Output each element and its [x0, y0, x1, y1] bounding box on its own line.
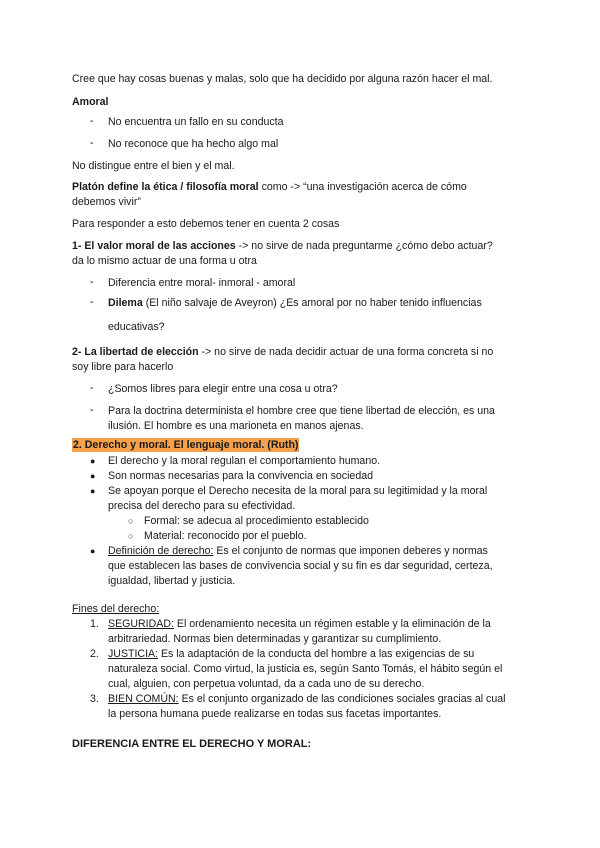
fines-item-1 — [108, 617, 491, 631]
dash-marker: - — [90, 137, 94, 149]
valor-bold: 1- El valor moral de las acciones — [72, 240, 236, 252]
fines-item-2-cont-2: cual, alguien, con perpetua voluntad, da a cada uno de su derecho. — [108, 678, 425, 690]
section-2-bullet-4-cont-1: que establecen las bases de convivencia social y su fin es dar seguridad, certeza, — [108, 560, 493, 572]
bullet-dot: ● — [90, 486, 96, 496]
section-2-bullet-4-cont-2: igualdad, libertad y justicia. — [108, 575, 236, 587]
hollow-bullet: ○ — [128, 531, 134, 541]
dash-marker: - — [90, 115, 94, 127]
dash-marker: - — [90, 276, 94, 288]
diferencia-heading: DIFERENCIA ENTRE EL DERECHO Y MORAL: — [72, 738, 312, 750]
valor-item-2-cont: educativas? — [108, 321, 165, 333]
valor-line-2: da lo mismo actuar de una forma u otra — [72, 255, 257, 267]
amoral-after: No distingue entre el bien y el mal. — [72, 160, 235, 172]
definicion-label: Definición de derecho: — [108, 545, 214, 557]
fines-item-2 — [108, 647, 474, 661]
definicion-text: Es el conjunto de normas que imponen deberes y normas — [213, 545, 488, 557]
section-2-title: 2. Derecho y moral. El lenguaje moral. (Ruth) — [73, 439, 299, 451]
bullet-dot: ● — [90, 546, 96, 556]
section-2-bullet-2: Son normas necesarias para la convivencia en sociedad — [108, 470, 373, 482]
libertad-bold: 2- La libertad de elección — [72, 346, 199, 358]
valor-line-1 — [72, 239, 493, 253]
platon-line-1 — [72, 180, 467, 194]
amoral-item-1: No encuentra un fallo en su conducta — [108, 116, 284, 128]
amoral-item-2: No reconoce que ha hecho algo mal — [108, 138, 279, 150]
responder-text: Para responder a esto debemos tener en cuenta 2 cosas — [72, 218, 340, 230]
section-2-bullet-3-cont: precisa del derecho para su efectividad. — [108, 500, 296, 512]
bullet-dot: ● — [90, 471, 96, 481]
section-2-sub-2: Material: reconocido por el pueblo. — [144, 530, 307, 542]
libertad-item-1: ¿Somos libres para elegir entre una cosa u otra? — [108, 383, 338, 395]
bien-comun-text: Es el conjunto organizado de las condiciones sociales gracias al cual — [178, 693, 506, 705]
amoral-heading: Amoral — [72, 96, 109, 108]
list-number: 1. — [90, 618, 99, 630]
dilema-bold: Dilema — [108, 297, 143, 309]
libertad-item-2: Para la doctrina determinista el hombre cree que tiene libertad de elección, es una — [108, 405, 495, 417]
fines-item-3 — [108, 692, 505, 706]
libertad-item-2-cont: ilusión. El hombre es una marioneta en manos ajenas. — [108, 420, 364, 432]
libertad-line-1 — [72, 345, 493, 359]
valor-item-2 — [108, 296, 482, 310]
platon-text: como -> “una investigación acerca de cómo — [258, 181, 467, 193]
intro-text: Cree que hay cosas buenas y malas, solo que ha decidido por alguna razón hacer el mal. — [72, 73, 493, 85]
list-number: 3. — [90, 693, 99, 705]
justicia-label: JUSTICIA: — [108, 648, 159, 660]
fines-heading: Fines del derecho: — [72, 603, 160, 615]
section-2-bullet-1: El derecho y la moral regulan el comportamiento humano. — [108, 455, 381, 467]
fines-item-2-cont-1: naturaleza social. Como virtud, la justicia es, según Santo Tomás, el hábito según el — [108, 663, 503, 675]
dash-marker: - — [90, 404, 94, 416]
bien-comun-label: BIEN COMÚN: — [108, 693, 179, 705]
dash-marker: - — [90, 296, 94, 308]
section-2-bullet-3: Se apoyan porque el Derecho necesita de la moral para su legitimidad y la moral — [108, 485, 488, 497]
libertad-text: -> no sirve de nada decidir actuar de una forma concreta si no — [198, 346, 494, 358]
valor-item-1: Diferencia entre moral- inmoral - amoral — [108, 277, 296, 289]
bullet-dot: ● — [90, 456, 96, 466]
fines-item-1-cont: arbitrariedad. Normas bien determinadas y garantizar su cumplimiento. — [108, 633, 442, 645]
platon-bold: Platón define la ética / filosofía moral — [72, 181, 259, 193]
libertad-line-2: soy libre para hacerlo — [72, 361, 174, 373]
dash-marker: - — [90, 382, 94, 394]
justicia-text: Es la adaptación de la conducta del hombre a las exigencias de su — [158, 648, 475, 660]
list-number: 2. — [90, 648, 99, 660]
section-2-sub-1: Formal: se adecua al procedimiento establecido — [144, 515, 369, 527]
valor-text: -> no sirve de nada preguntarme ¿cómo debo actuar? — [235, 240, 493, 252]
hollow-bullet: ○ — [128, 516, 134, 526]
section-2-bullet-4 — [108, 544, 488, 558]
seguridad-text: El ordenamiento necesita un régimen estable y la eliminación de la — [173, 618, 491, 630]
dilema-text: (El niño salvaje de Aveyron) ¿Es amoral por no haber tenido influencias — [142, 297, 482, 309]
fines-item-3-cont: la persona humana puede realizarse en todas sus facetas importantes. — [108, 708, 442, 720]
platon-line-2: debemos vivir” — [72, 196, 141, 208]
seguridad-label: SEGURIDAD: — [108, 618, 174, 630]
